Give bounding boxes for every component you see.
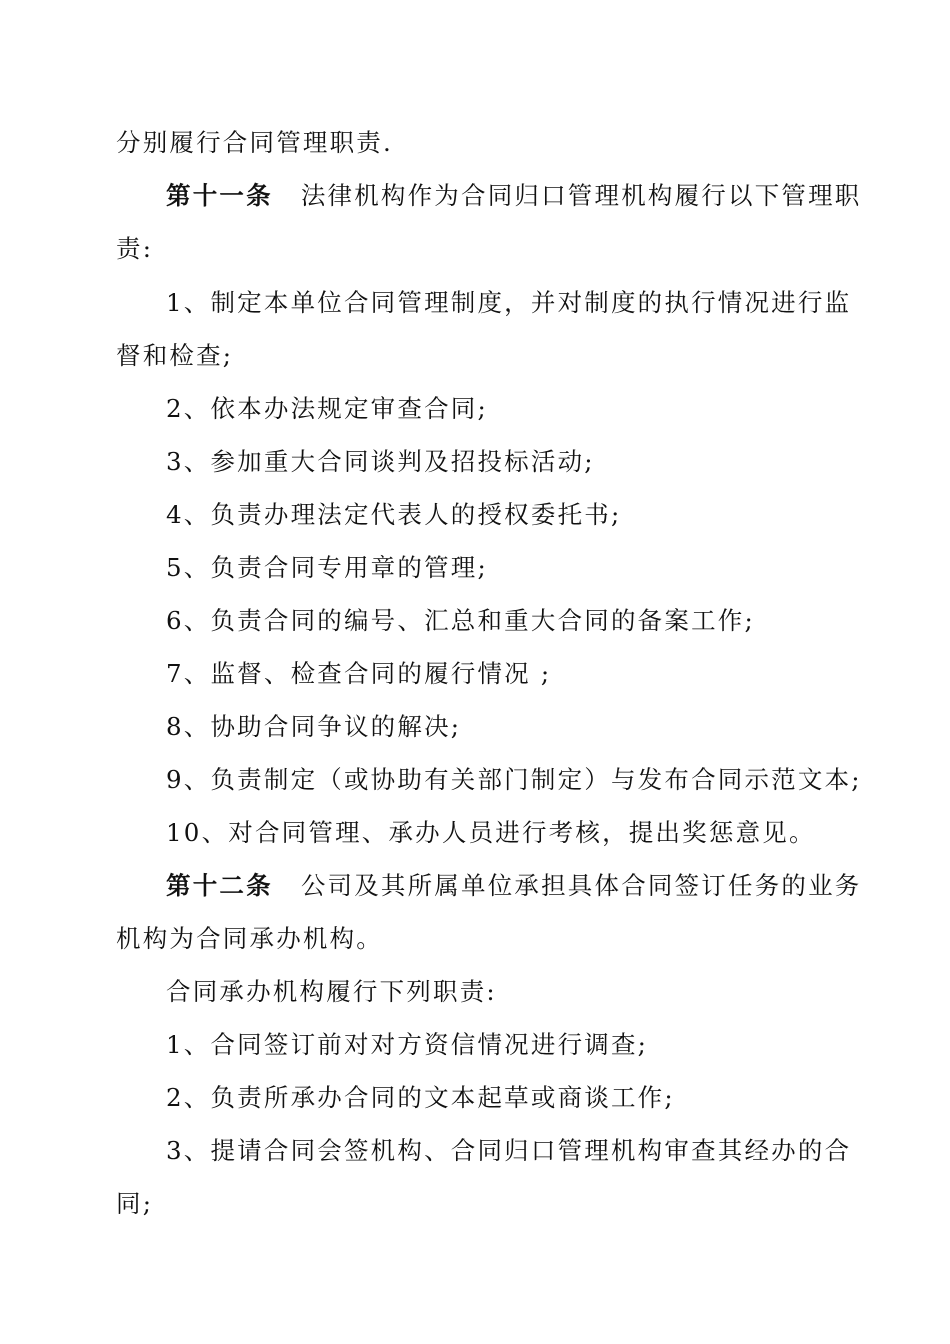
line-text: 5、负责合同专用章的管理; <box>166 553 488 582</box>
list-item-line <box>166 818 840 848</box>
list-item-line <box>166 1083 840 1113</box>
list-item-line <box>166 1136 852 1166</box>
list-item-line <box>166 500 840 530</box>
line-text: 2、依本办法规定审查合同; <box>166 394 488 423</box>
list-item-line <box>166 553 840 583</box>
line-text: 7、监督、检查合同的履行情况 ; <box>166 659 552 688</box>
paragraph-line <box>166 977 840 1007</box>
line-text: 6、负责合同的编号、汇总和重大合同的备案工作; <box>166 606 755 635</box>
line-text: 8、协助合同争议的解决; <box>166 712 462 741</box>
line-text: 督和检查; <box>116 341 234 370</box>
line-text: 同; <box>116 1189 154 1218</box>
line-text: 9、负责制定（或协助有关部门制定）与发布合同示范文本; <box>166 765 862 794</box>
line-text: 1、合同签订前对对方资信情况进行调查; <box>166 1030 649 1059</box>
list-item-line <box>166 394 840 424</box>
line-text: 3、提请合同会签机构、合同归口管理机构审查其经办的合 <box>166 1136 852 1165</box>
line-text: 法律机构作为合同归口管理机构履行以下管理职 <box>300 181 862 210</box>
list-item-line <box>166 606 840 636</box>
paragraph-line <box>116 1189 840 1219</box>
paragraph-line <box>116 341 840 371</box>
paragraph-line <box>116 128 840 158</box>
line-text: 分别履行合同管理职责. <box>116 128 393 157</box>
line-text: 机构为合同承办机构。 <box>116 924 383 953</box>
list-item-line <box>166 659 840 689</box>
list-item-line <box>166 712 840 742</box>
article-12-heading-line <box>166 871 862 901</box>
paragraph-line <box>116 924 840 954</box>
line-text: 3、参加重大合同谈判及招投标活动; <box>166 447 595 476</box>
list-item-line <box>166 1030 840 1060</box>
line-text: 2、负责所承办合同的文本起草或商谈工作; <box>166 1083 675 1112</box>
list-item-line <box>166 288 852 318</box>
article-11-heading-line <box>166 181 862 211</box>
paragraph-line <box>116 234 840 264</box>
line-text: 公司及其所属单位承担具体合同签订任务的业务 <box>300 871 862 900</box>
line-text: 1、制定本单位合同管理制度，并对制度的执行情况进行监 <box>166 288 852 317</box>
list-item-line <box>166 765 862 795</box>
line-text: 10、对合同管理、承办人员进行考核，提出奖惩意见。 <box>166 818 816 847</box>
line-text: 4、负责办理法定代表人的授权委托书; <box>166 500 622 529</box>
article-11-number: 第十一条 <box>166 181 273 210</box>
list-item-line <box>166 447 840 477</box>
line-text: 合同承办机构履行下列职责: <box>166 977 497 1006</box>
line-text: 责: <box>116 234 154 263</box>
article-12-number: 第十二条 <box>166 871 273 900</box>
